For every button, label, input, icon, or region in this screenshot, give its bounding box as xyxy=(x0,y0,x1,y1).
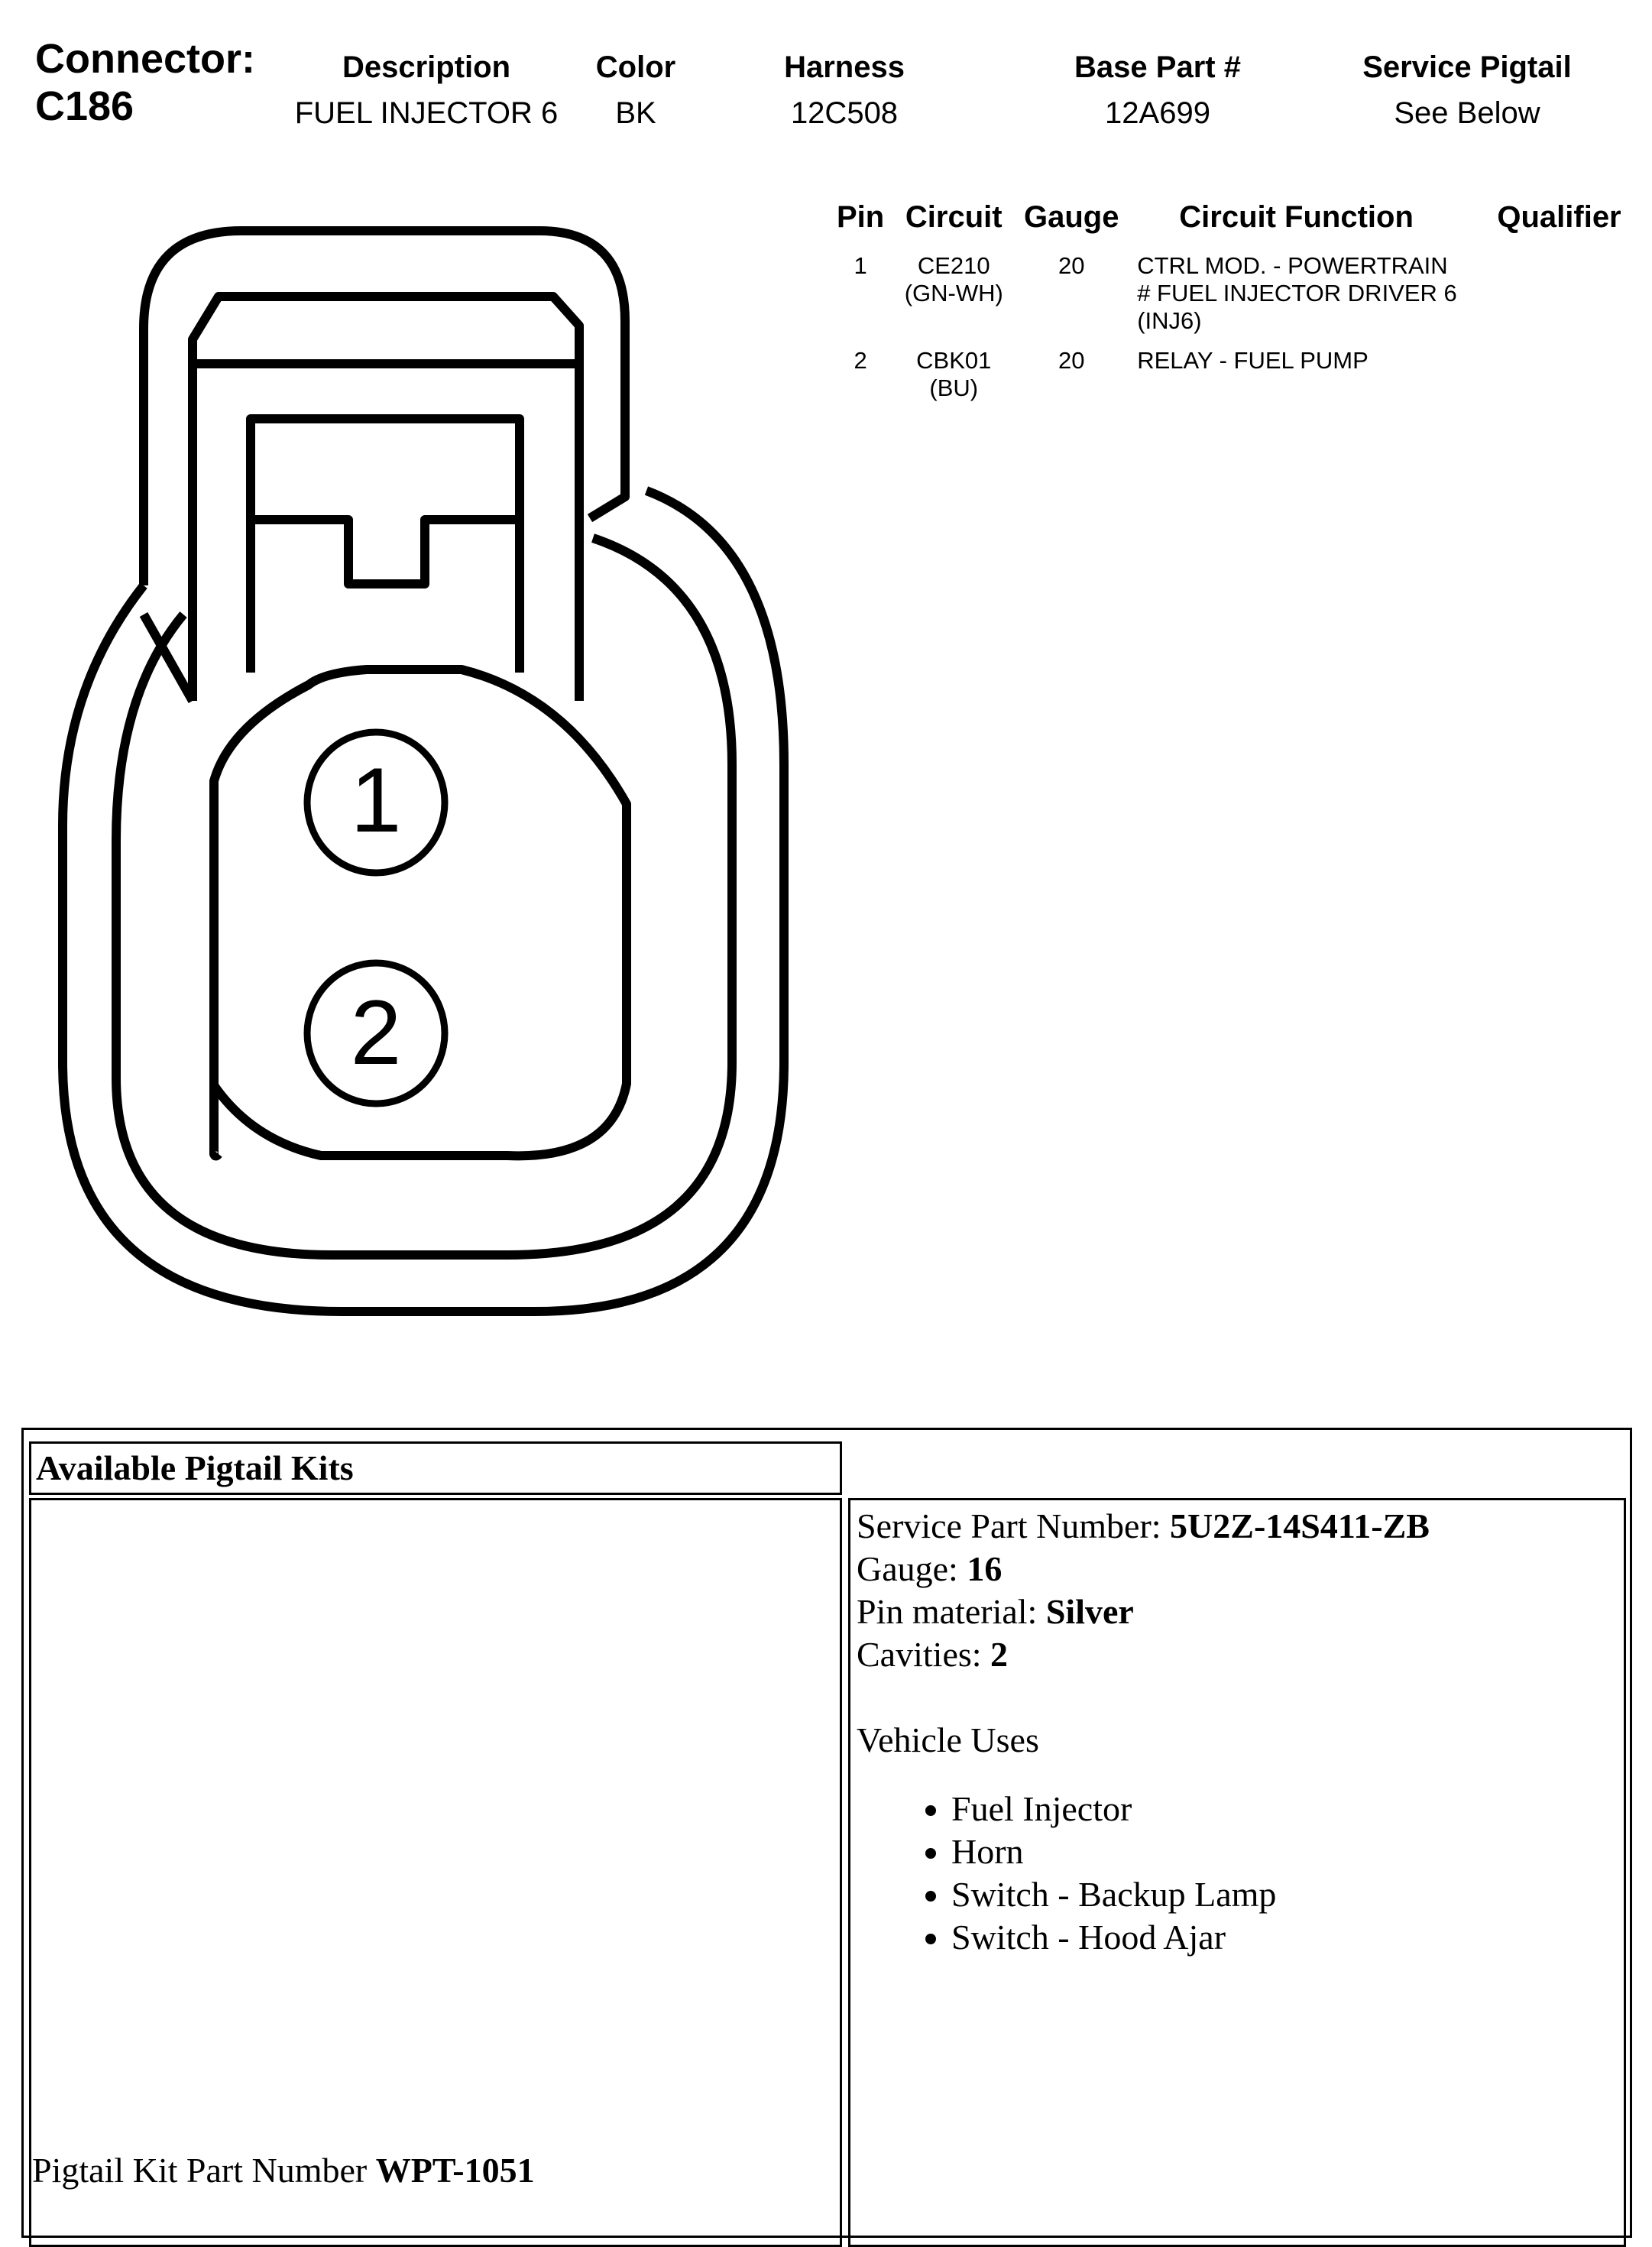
header-description xyxy=(284,44,568,136)
kit-part-label: Pigtail Kit Part Number xyxy=(32,2151,376,2190)
table-row xyxy=(830,342,1652,410)
service-part-label: Service Part Number: xyxy=(857,1506,1171,1545)
gauge-cell: 20 xyxy=(1058,252,1085,279)
header-base-part xyxy=(1032,44,1284,136)
list-item: • Switch - Hood Ajar xyxy=(951,1916,1618,1959)
col-circuit-header: Circuit xyxy=(905,200,1003,234)
list-item: • Fuel Injector xyxy=(951,1788,1618,1830)
circuit-id: CE210 xyxy=(917,252,990,279)
list-item: • Switch - Backup Lamp xyxy=(951,1873,1618,1916)
pin-table-header-row xyxy=(830,200,1652,248)
latch-window xyxy=(251,419,520,673)
connector-outer-shell xyxy=(144,231,625,585)
latch-key xyxy=(251,520,520,584)
description-heading: Description xyxy=(342,50,511,84)
pin-number: 2 xyxy=(854,347,867,374)
function-cell xyxy=(1126,248,1466,342)
qualifier-cell xyxy=(1466,342,1652,410)
col-function-header: Circuit Function xyxy=(1179,200,1414,234)
service-part-line xyxy=(857,1505,1618,1548)
function-line: (INJ6) xyxy=(1137,307,1202,334)
col-gauge-header: Gauge xyxy=(1024,200,1119,234)
pin-2-label: 2 xyxy=(350,981,402,1084)
service-pigtail-heading: Service Pigtail xyxy=(1362,50,1572,84)
harness-heading: Harness xyxy=(784,50,905,84)
cavities-value: 2 xyxy=(990,1635,1009,1674)
header-harness xyxy=(753,44,936,136)
color-value: BK xyxy=(615,96,656,130)
pin-2-marker xyxy=(307,963,445,1104)
gauge-value: 16 xyxy=(967,1549,1003,1588)
latch-top xyxy=(193,297,579,364)
description-value: FUEL INJECTOR 6 xyxy=(294,96,559,130)
cavities-line xyxy=(857,1633,1618,1676)
pin-1-marker xyxy=(307,732,445,873)
qualifier-cell xyxy=(1466,248,1652,342)
header-service-pigtail xyxy=(1330,44,1605,136)
connector-label: Connector: xyxy=(35,36,255,82)
base-part-heading: Base Part # xyxy=(1074,50,1241,84)
pin-number: 1 xyxy=(854,252,867,279)
gauge-cell: 20 xyxy=(1058,347,1085,374)
kit-part-value: WPT-1051 xyxy=(375,2151,535,2190)
harness-value: 12C508 xyxy=(790,96,899,130)
pin-material-label: Pin material: xyxy=(857,1592,1046,1631)
pigtail-details-cell xyxy=(848,1498,1626,2247)
function-cell xyxy=(1126,342,1466,410)
col-qualifier-header: Qualifier xyxy=(1497,200,1621,234)
col-pin-header: Pin xyxy=(836,200,885,234)
pin-1-label: 1 xyxy=(350,749,402,851)
connector-id: C186 xyxy=(35,83,134,129)
pigtail-section-title: Available Pigtail Kits xyxy=(29,1441,842,1495)
circuit-cell xyxy=(891,248,1016,342)
circuit-color: (BU) xyxy=(929,374,979,401)
connector-face-diagram xyxy=(46,214,802,1330)
connector-outer-shell-right xyxy=(63,491,784,1312)
connector-title xyxy=(35,35,255,130)
header-color xyxy=(575,44,697,136)
pigtail-image-cell xyxy=(29,1498,842,2247)
list-item: • Horn xyxy=(951,1830,1618,1873)
pin-material-line xyxy=(857,1590,1618,1633)
function-line: # FUEL INJECTOR DRIVER 6 xyxy=(1137,280,1457,306)
table-row xyxy=(830,248,1652,342)
gauge-label: Gauge: xyxy=(857,1549,967,1588)
service-part-value: 5U2Z-14S411-ZB xyxy=(1170,1506,1430,1545)
function-line: RELAY - FUEL PUMP xyxy=(1137,347,1369,374)
function-line: CTRL MOD. - POWERTRAIN xyxy=(1137,252,1448,279)
circuit-id: CBK01 xyxy=(916,347,992,374)
cavities-label: Cavities: xyxy=(857,1635,991,1674)
service-pigtail-value: See Below xyxy=(1394,96,1540,130)
base-part-value: 12A699 xyxy=(1105,96,1210,130)
connector-inner-shell xyxy=(116,538,732,1255)
vehicle-uses-heading: Vehicle Uses xyxy=(857,1720,1039,1759)
gauge-line xyxy=(857,1548,1618,1590)
pin-material-value: Silver xyxy=(1045,1592,1134,1631)
circuit-color: (GN-WH) xyxy=(904,280,1003,306)
circuit-cell xyxy=(891,342,1016,410)
color-heading: Color xyxy=(595,50,676,84)
pigtail-kit-part-number xyxy=(32,2149,535,2192)
vehicle-uses-list xyxy=(857,1788,1618,1959)
pin-table xyxy=(830,200,1652,410)
